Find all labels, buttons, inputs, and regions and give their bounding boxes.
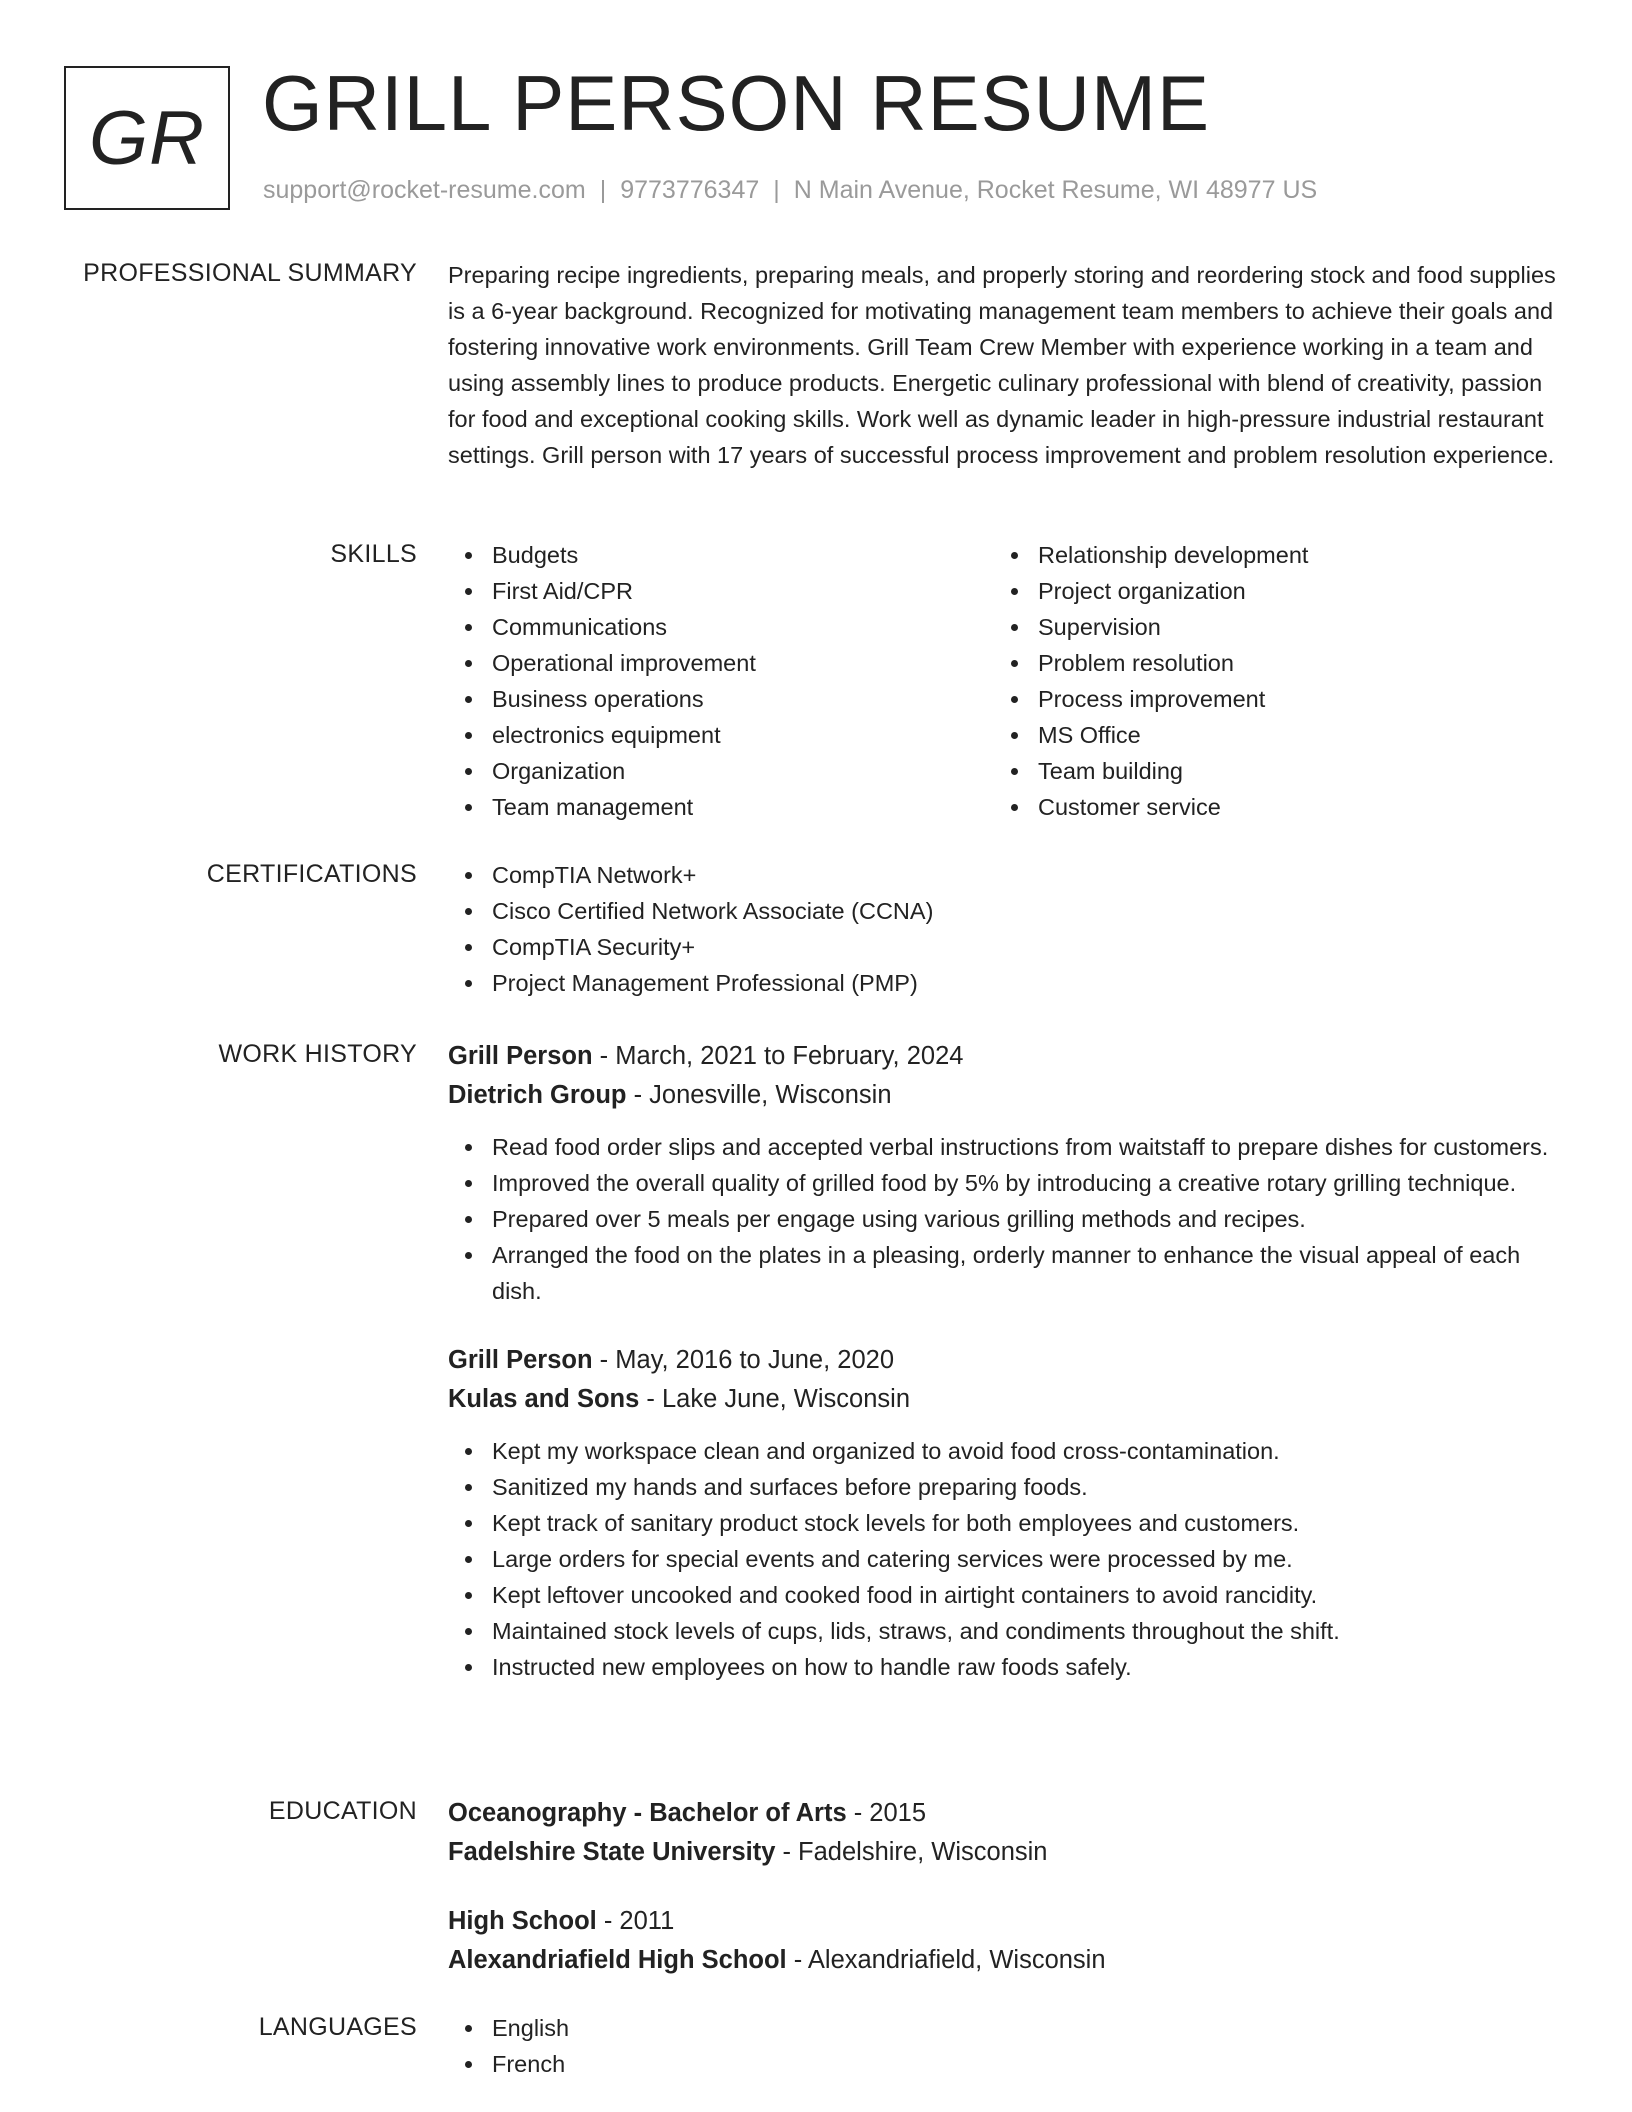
skill-item: Relationship development — [994, 537, 1534, 573]
language-item: French — [448, 2046, 1568, 2082]
summary-text: Preparing recipe ingredients, preparing meals, and properly storing and reordering stock and food supplies is a 6-year background. Recognized for motivating management team members to achieve their goals and fostering innovative work environments. Grill Team Crew Member with experience working in a team and using assembly lines to produce products. Energetic culinary professional with blend of creativity, passion for food and exceptional cooking skills. Work well as dynamic leader in high-pressure industrial restaurant settings. Grill person with 17 years of successful process improvement and problem resolution experience. — [448, 262, 1556, 468]
section-label-certifications: CERTIFICATIONS — [206, 860, 417, 888]
job-title-line — [448, 1037, 1568, 1076]
work-history-section — [448, 1037, 1568, 1685]
education-school-line — [448, 1941, 1568, 1980]
contact-line — [263, 176, 1317, 205]
skill-item: Team management — [448, 789, 988, 825]
skill-item: Supervision — [994, 609, 1534, 645]
job-bullet: Instructed new employees on how to handle raw foods safely. — [448, 1649, 1568, 1685]
certification-item: CompTIA Network+ — [448, 857, 1568, 893]
education-degree: High School — [448, 1907, 597, 1935]
job-bullet: Arranged the food on the plates in a pleasing, orderly manner to enhance the visual appeal of each dish. — [448, 1237, 1568, 1309]
education-degree-line — [448, 1794, 1568, 1833]
skill-item: Customer service — [994, 789, 1534, 825]
job-company: Dietrich Group — [448, 1081, 627, 1109]
section-label-work-history: WORK HISTORY — [218, 1040, 417, 1068]
job-company-line — [448, 1380, 1568, 1419]
languages-section — [448, 2010, 1568, 2082]
contact-separator: | — [599, 176, 607, 204]
job-bullet: Read food order slips and accepted verbal instructions from waitstaff to prepare dishes for customers. — [448, 1129, 1568, 1165]
job-bullet: Large orders for special events and catering services were processed by me. — [448, 1541, 1568, 1577]
skill-item: MS Office — [994, 717, 1534, 753]
education-location: - Alexandriafield, Wisconsin — [786, 1946, 1106, 1974]
job-dates: - March, 2021 to February, 2024 — [592, 1042, 964, 1070]
certifications-list — [448, 857, 1568, 1001]
contact-address: N Main Avenue, Rocket Resume, WI 48977 US — [793, 176, 1318, 204]
job-company-line — [448, 1076, 1568, 1115]
skill-item: First Aid/CPR — [448, 573, 988, 609]
job-bullet: Maintained stock levels of cups, lids, straws, and condiments throughout the shift. — [448, 1613, 1568, 1649]
job-location: - Jonesville, Wisconsin — [626, 1081, 892, 1109]
education-school-line — [448, 1833, 1568, 1872]
job-company: Kulas and Sons — [448, 1385, 640, 1413]
job-bullets — [448, 1129, 1568, 1309]
skill-item: Budgets — [448, 537, 988, 573]
contact-phone[interactable]: 9773776347 — [620, 176, 760, 204]
languages-list — [448, 2010, 1568, 2082]
section-label-education: EDUCATION — [268, 1797, 417, 1825]
education-degree: Oceanography - Bachelor of Arts — [448, 1799, 847, 1827]
job-bullet: Kept my workspace clean and organized to avoid food cross-contamination. — [448, 1433, 1568, 1469]
education-school: Alexandriafield High School — [448, 1946, 787, 1974]
skill-item: Communications — [448, 609, 988, 645]
skill-item: Team building — [994, 753, 1534, 789]
job-bullet: Sanitized my hands and surfaces before preparing foods. — [448, 1469, 1568, 1505]
language-item: English — [448, 2010, 1568, 2046]
skill-item: Project organization — [994, 573, 1534, 609]
contact-separator: | — [773, 176, 780, 204]
education-section — [448, 1794, 1568, 1980]
skill-item: Operational improvement — [448, 645, 988, 681]
skill-item: Business operations — [448, 681, 988, 717]
job-title-line — [448, 1341, 1568, 1380]
certification-item: Cisco Certified Network Associate (CCNA) — [448, 893, 1568, 929]
job-bullet: Prepared over 5 meals per engage using various grilling methods and recipes. — [448, 1201, 1568, 1237]
skill-item: Organization — [448, 753, 988, 789]
job-bullet: Kept leftover uncooked and cooked food in airtight containers to avoid rancidity. — [448, 1577, 1568, 1613]
section-label-summary: PROFESSIONAL SUMMARY — [83, 259, 417, 287]
education-location: - Fadelshire, Wisconsin — [775, 1838, 1048, 1866]
certifications-section — [448, 857, 1568, 1001]
education-year: - 2011 — [596, 1907, 675, 1935]
skill-item: Problem resolution — [994, 645, 1534, 681]
skills-section — [448, 537, 1568, 827]
resume-title: GRILL PERSON RESUME — [262, 59, 1210, 147]
job-dates: - May, 2016 to June, 2020 — [592, 1346, 895, 1374]
education-year: - 2015 — [846, 1799, 927, 1827]
skills-list-left — [448, 537, 988, 825]
job-title: Grill Person — [448, 1042, 593, 1070]
education-degree-line — [448, 1902, 1568, 1941]
skill-item: Process improvement — [994, 681, 1534, 717]
skill-item: electronics equipment — [448, 717, 988, 753]
job-bullet: Improved the overall quality of grilled food by 5% by introducing a creative rotary grilling technique. — [448, 1165, 1568, 1201]
job-title: Grill Person — [448, 1346, 593, 1374]
education-school: Fadelshire State University — [448, 1838, 776, 1866]
job-bullets — [448, 1433, 1568, 1685]
job-bullet: Kept track of sanitary product stock levels for both employees and customers. — [448, 1505, 1568, 1541]
contact-email[interactable]: support@rocket-resume.com — [263, 176, 586, 204]
skills-list-right — [994, 537, 1534, 825]
section-label-languages: LANGUAGES — [258, 2013, 417, 2041]
certification-item: Project Management Professional (PMP) — [448, 965, 1568, 1001]
section-label-skills: SKILLS — [330, 540, 417, 568]
monogram-logo: GR — [64, 66, 230, 210]
certification-item: CompTIA Security+ — [448, 929, 1568, 965]
job-location: - Lake June, Wisconsin — [639, 1385, 910, 1413]
